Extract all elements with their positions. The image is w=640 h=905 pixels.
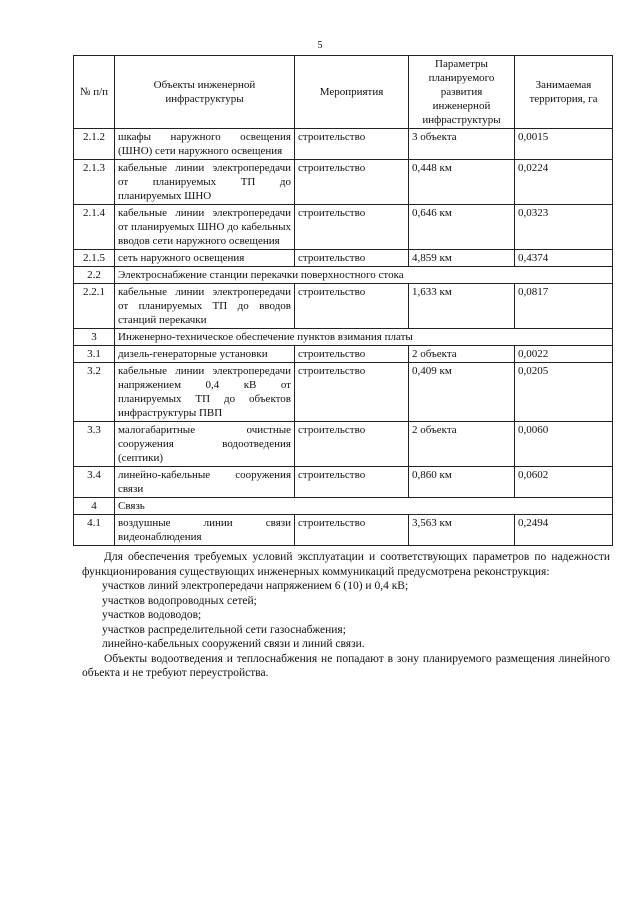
list-item: участков водоводов; [102, 609, 202, 621]
row-object: кабельные линии электропередачи от планируемых ШНО до кабельных вводов сети наружного освещения [115, 205, 295, 250]
page-number: 5 [317, 40, 323, 51]
header-actions: Мероприятия [295, 56, 409, 129]
row-parameter: 0,860 км [409, 467, 515, 498]
table-header-row [74, 56, 613, 129]
row-area: 0,0205 [515, 363, 613, 422]
row-object: малогабаритные очистные сооружения водоотведения (септики) [115, 422, 295, 467]
row-number: 4.1 [74, 515, 115, 546]
reconstruction-list [82, 579, 610, 652]
table-row [74, 250, 613, 267]
row-area: 0,0602 [515, 467, 613, 498]
row-number: 3.1 [74, 346, 115, 363]
section-row [74, 498, 613, 515]
table-row [74, 422, 613, 467]
table-row [74, 467, 613, 498]
section-number: 3 [74, 329, 115, 346]
row-action: строительство [295, 346, 409, 363]
row-object: линейно-кабельные сооружения связи [115, 467, 295, 498]
row-area: 0,0022 [515, 346, 613, 363]
list-item: линейно-кабельных сооружений связи и линий связи. [102, 638, 365, 650]
row-action: строительство [295, 129, 409, 160]
section-number: 4 [74, 498, 115, 515]
section-title: Инженерно-техническое обеспечение пунктов взимания платы [115, 329, 613, 346]
row-parameter: 0,448 км [409, 160, 515, 205]
table-row [74, 284, 613, 329]
row-area: 0,0323 [515, 205, 613, 250]
header-parameters: Параметры планируемого развития инженерной инфраструктуры [409, 56, 515, 129]
row-parameter: 0,646 км [409, 205, 515, 250]
row-action: строительство [295, 467, 409, 498]
header-area: Занимаемая территория, га [515, 56, 613, 129]
row-number: 2.1.5 [74, 250, 115, 267]
row-number: 2.2.1 [74, 284, 115, 329]
table-row [74, 160, 613, 205]
row-parameter: 2 объекта [409, 422, 515, 467]
row-object: кабельные линии электропередачи от планируемых ТП до планируемых ШНО [115, 160, 295, 205]
header-objects: Объекты инженерной инфраструктуры [115, 56, 295, 129]
row-action: строительство [295, 250, 409, 267]
row-action: строительство [295, 363, 409, 422]
row-parameter: 3,563 км [409, 515, 515, 546]
list-item: участков линий электропередачи напряжением 6 (10) и 0,4 кВ; [102, 580, 409, 592]
table-row [74, 129, 613, 160]
table-body [74, 129, 613, 546]
section-title: Электроснабжение станции перекачки поверхностного стока [115, 267, 613, 284]
row-number: 3.3 [74, 422, 115, 467]
row-action: строительство [295, 284, 409, 329]
body-text [82, 550, 610, 681]
row-action: строительство [295, 422, 409, 467]
row-object: воздушные линии связи видеонаблюдения [115, 515, 295, 546]
row-area: 0,0060 [515, 422, 613, 467]
row-number: 2.1.4 [74, 205, 115, 250]
row-area: 0,0224 [515, 160, 613, 205]
row-object: кабельные линии электропередачи напряжением 0,4 кВ от планируемых ТП до объектов инфраструктуры ПВП [115, 363, 295, 422]
paragraph-reconstruction: Для обеспечения требуемых условий эксплуатации и соответствующих параметров по надежности функционирования существующих инженерных коммуникаций предусмотрена реконструкция: [82, 551, 610, 578]
row-number: 2.1.2 [74, 129, 115, 160]
row-number: 3.4 [74, 467, 115, 498]
row-parameter: 3 объекта [409, 129, 515, 160]
row-object: кабельные линии электропередачи от планируемых ТП до вводов станций перекачки [115, 284, 295, 329]
row-parameter: 2 объекта [409, 346, 515, 363]
row-area: 0,4374 [515, 250, 613, 267]
section-row [74, 267, 613, 284]
row-action: строительство [295, 160, 409, 205]
list-item: участков водопроводных сетей; [102, 594, 257, 607]
row-area: 0,0817 [515, 284, 613, 329]
paragraph-not-affected: Объекты водоотведения и теплоснабжения не попадают в зону планируемого размещения линейного объекта и не требуют переустройства. [82, 652, 610, 679]
row-area: 0,0015 [515, 129, 613, 160]
list-item: участков распределительной сети газоснабжения; [102, 623, 346, 636]
section-title: Связь [115, 498, 613, 515]
row-action: строительство [295, 515, 409, 546]
row-number: 2.1.3 [74, 160, 115, 205]
row-action: строительство [295, 205, 409, 250]
row-parameter: 0,409 км [409, 363, 515, 422]
table-row [74, 515, 613, 546]
row-parameter: 4,859 км [409, 250, 515, 267]
table-row [74, 363, 613, 422]
row-area: 0,2494 [515, 515, 613, 546]
table-row [74, 346, 613, 363]
row-parameter: 1,633 км [409, 284, 515, 329]
section-row [74, 329, 613, 346]
table-row [74, 205, 613, 250]
row-object: дизель-генераторные установки [115, 346, 295, 363]
header-number: № п/п [74, 56, 115, 129]
row-number: 3.2 [74, 363, 115, 422]
row-object: сеть наружного освещения [115, 250, 295, 267]
row-object: шкафы наружного освещения (ШНО) сети наружного освещения [115, 129, 295, 160]
infrastructure-table [73, 55, 613, 546]
section-number: 2.2 [74, 267, 115, 284]
